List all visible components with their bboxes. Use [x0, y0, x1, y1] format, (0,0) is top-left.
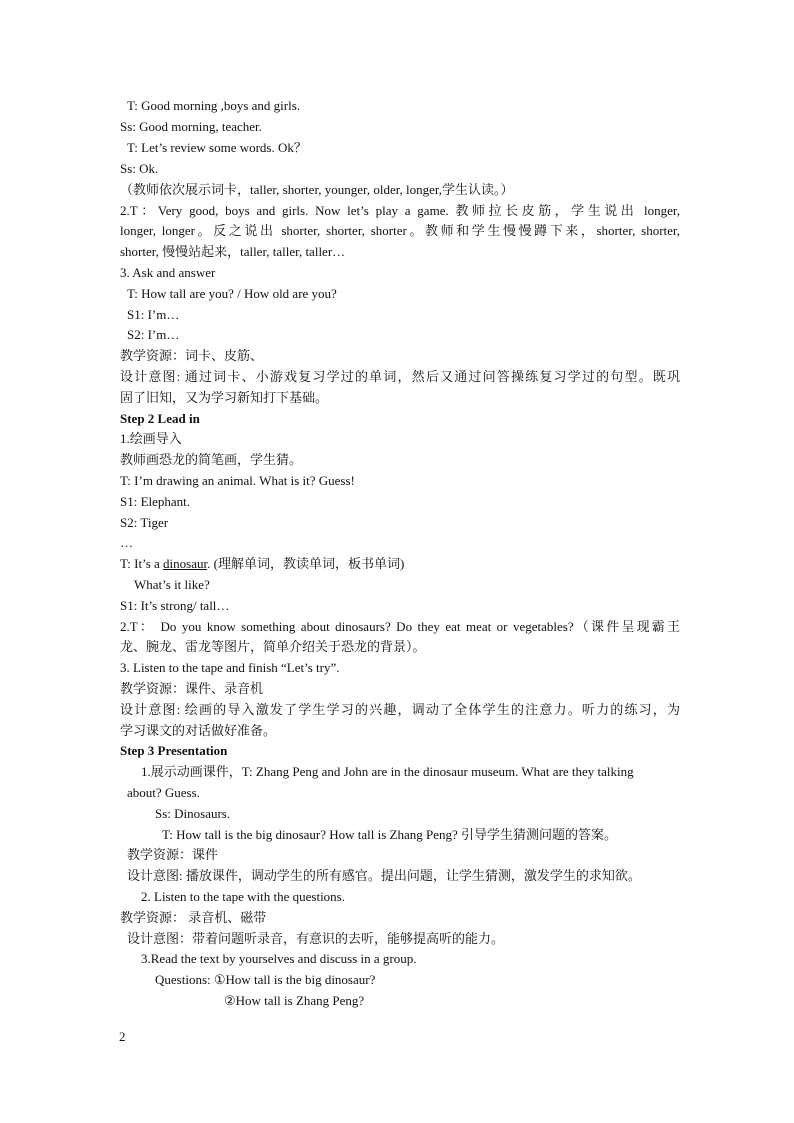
- text-line: ②How tall is Zhang Peng?: [224, 993, 365, 1008]
- text-line: 2.T：Very good, boys and girls. Now let’s play a game. 教师拉长皮筋，学生说出 longer,: [120, 203, 680, 218]
- text-line: 2.T： Do you know something about dinosaurs? Do they eat meat or vegetables?（课件呈现霸王: [120, 619, 680, 634]
- text-line: （教师依次展示词卡，taller, shorter, younger, older, longer,学生认读。）: [120, 182, 514, 197]
- text-line: 3. Listen to the tape and finish “Let’s try”.: [120, 660, 340, 675]
- text-line: 1.绘画导入: [120, 431, 182, 446]
- text-line: 3.Read the text by yourselves and discuss in a group.: [141, 951, 417, 966]
- text-line: about? Guess.: [127, 785, 200, 800]
- text-line: 设计意图: 通过词卡、小游戏复习学过的单词，然后又通过问答操练复习学过的句型。既巩: [120, 369, 680, 384]
- text-line: T: Good morning ,boys and girls.: [127, 98, 301, 113]
- text-line: …: [120, 535, 133, 550]
- text-line: S1: Elephant.: [120, 494, 191, 509]
- text-line: 2. Listen to the tape with the questions.: [141, 889, 345, 904]
- text-line: 教师画恐龙的简笔画，学生猜。: [120, 452, 303, 467]
- text-line: 设计意图：带着问题听录音，有意识的去听，能够提高听的能力。: [127, 931, 505, 946]
- text-line: Ss: Ok.: [120, 161, 159, 176]
- text-line: Questions: ①How tall is the big dinosaur?: [155, 972, 376, 987]
- text-line: 学习课文的对话做好准备。: [120, 723, 277, 738]
- text-line: 设计意图: 绘画的导入激发了学生学习的兴趣，调动了全体学生的注意力。听力的练习，为: [120, 702, 680, 717]
- section-heading: Step 3 Presentation: [120, 743, 228, 758]
- text-line: 固了旧知，又为学习新知打下基础。: [120, 390, 329, 405]
- text-line: shorter, 慢慢站起来，taller, taller, taller…: [120, 244, 346, 259]
- text-line: 龙、腕龙、雷龙等图片，简单介绍关于恐龙的背景）。: [120, 639, 426, 654]
- text-line: S1: It’s strong/ tall…: [120, 598, 230, 613]
- text-line: 1.展示动画课件，T: Zhang Peng and John are in the dinosaur museum. What are they talking: [141, 764, 634, 779]
- text-line: 设计意图: 播放课件，调动学生的所有感官。提出问题，让学生猜测，激发学生的求知欲。: [127, 868, 641, 883]
- text-line: What’s it like?: [134, 577, 210, 592]
- text-segment: . (理解单词，教读单词，板书单词): [207, 556, 405, 571]
- text-line: S2: Tiger: [120, 515, 169, 530]
- text-segment: T: It’s a: [120, 556, 164, 571]
- text-line: T: Let’s review some words. Ok？: [127, 140, 307, 155]
- text-line: 教学资源：课件: [127, 847, 219, 862]
- section-heading: Step 2 Lead in: [120, 411, 200, 426]
- text-line: T: How tall is the big dinosaur? How tall is Zhang Peng? 引导学生猜测问题的答案。: [162, 827, 618, 842]
- text-line: S1: I’m…: [127, 307, 180, 322]
- text-line: Ss: Dinosaurs.: [155, 806, 231, 821]
- text-line: longer, longer。反之说出 shorter, shorter, shorter。教师和学生慢慢蹲下来，shorter, shorter,: [120, 223, 680, 238]
- text-line: 教学资源： 录音机、磁带: [120, 910, 267, 925]
- text-line: 教学资源：课件、录音机: [120, 681, 264, 696]
- page-number: 2: [119, 1029, 126, 1044]
- text-line: 3. Ask and answer: [120, 265, 216, 280]
- underlined-word: dinosaur: [163, 556, 208, 571]
- text-line: 教学资源：词卡、皮筋、: [120, 348, 264, 363]
- text-line: Ss: Good morning, teacher.: [120, 119, 262, 134]
- text-line: T: How tall are you? / How old are you?: [127, 286, 337, 301]
- text-line: T: I’m drawing an animal. What is it? Guess!: [120, 473, 355, 488]
- text-line: [120, 554, 680, 574]
- text-line: S2: I’m…: [127, 327, 180, 342]
